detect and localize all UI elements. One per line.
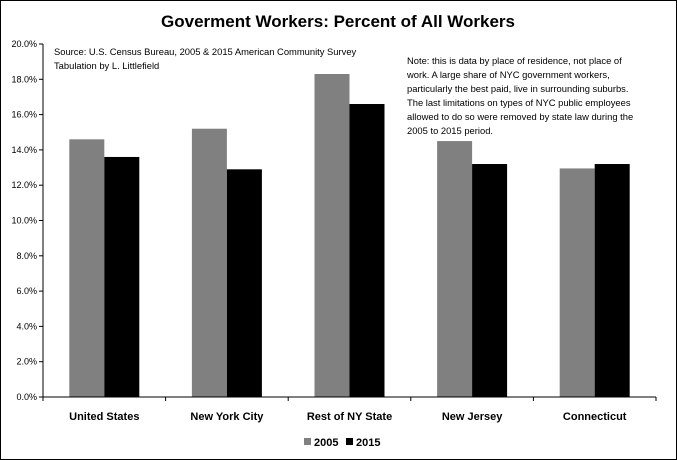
y-tick-label: 10.0% [11, 215, 37, 226]
source-line: Source: U.S. Census Bureau, 2005 & 2015 American Community Survey [54, 46, 357, 57]
category-label: New Jersey [441, 411, 503, 423]
source-annotation [54, 46, 357, 71]
legend-swatch-2005 [304, 438, 311, 445]
bar-2005 [437, 141, 472, 397]
bar-2015 [350, 104, 385, 397]
y-tick-label: 8.0% [16, 250, 37, 261]
category-label: Connecticut [562, 411, 627, 423]
y-tick-label: 6.0% [16, 286, 37, 297]
category-label: Rest of NY State [306, 411, 393, 423]
note-line: allowed to do so were removed by state law during the [407, 111, 634, 122]
x-axis-categories [69, 411, 627, 423]
bar-2005 [69, 139, 104, 397]
y-tick-label: 18.0% [11, 74, 37, 85]
note-line: Note: this is data by place of residence, not place of [407, 55, 622, 66]
bar-2015 [472, 164, 507, 397]
legend-swatch-2015 [346, 438, 353, 445]
note-annotation [406, 55, 633, 136]
legend-label: 2015 [356, 437, 381, 449]
y-axis-ticks [11, 39, 43, 402]
y-tick-label: 14.0% [11, 144, 37, 155]
source-line: Tabulation by L. Littlefield [54, 60, 160, 71]
legend-label: 2005 [314, 437, 339, 449]
legend [304, 437, 380, 449]
bar-2005 [192, 129, 227, 397]
bar-2015 [595, 164, 630, 397]
y-tick-label: 16.0% [11, 109, 37, 120]
bars [69, 74, 629, 397]
y-tick-label: 20.0% [11, 39, 37, 49]
category-label: United States [69, 411, 140, 423]
y-tick-label: 0.0% [16, 392, 37, 402]
note-line: particularly the best paid, live in surrounding suburbs. [407, 83, 629, 94]
bar-2005 [315, 74, 350, 397]
note-line: The last limitations on types of NYC public employees [407, 97, 631, 108]
y-tick-label: 2.0% [16, 356, 37, 367]
bar-2015 [104, 157, 139, 397]
bar-2005 [560, 168, 595, 397]
y-tick-label: 4.0% [16, 321, 37, 332]
bar-2015 [227, 169, 262, 397]
note-line: 2005 to 2015 period. [407, 125, 494, 136]
note-line: work. A large share of NYC government workers, [407, 69, 610, 80]
category-label: New York City [190, 411, 264, 423]
y-tick-label: 12.0% [11, 180, 37, 191]
chart-title: Goverment Workers: Percent of All Workers [161, 12, 515, 31]
